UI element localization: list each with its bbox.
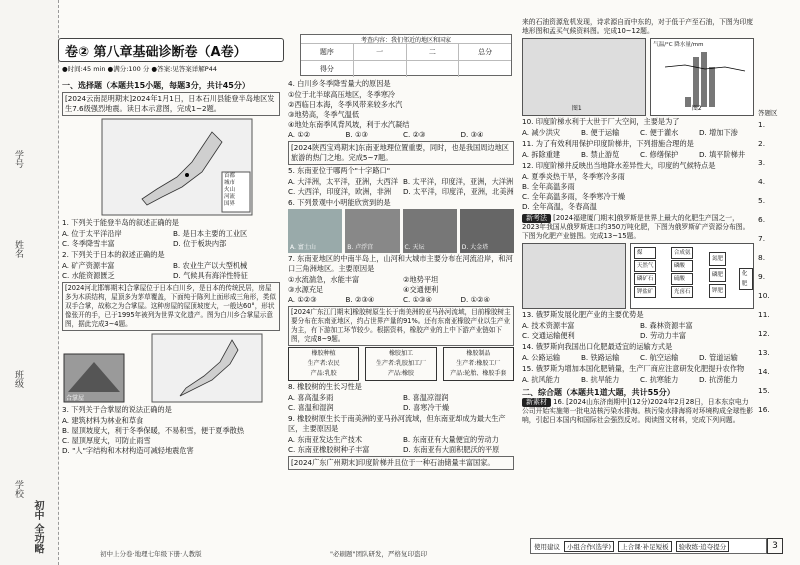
q5-options — [288, 177, 514, 187]
score-cell — [353, 61, 406, 77]
question-7: 7. 东南亚地区的中南半岛上，山河和大城市主要分布在河流沿岸，和河口三角洲地区。主要原因是 — [288, 254, 513, 273]
climate-title: 气温/°C 降水量/mm — [653, 42, 704, 48]
chain-raw — [634, 247, 657, 298]
q8-option-c[interactable]: C. 喜温和湿润 — [288, 403, 334, 412]
q11-option-b[interactable]: B. 禁止游览 — [581, 150, 620, 159]
q7-option-c[interactable]: C. ①③④ — [403, 295, 432, 304]
legend-city: 城市 — [224, 180, 236, 186]
rubber-chain — [288, 347, 514, 381]
answer-slot[interactable]: 1. — [758, 120, 766, 129]
answer-slot[interactable]: 13. — [758, 348, 770, 357]
q14-option-c[interactable]: C. 航空运输 — [640, 353, 679, 362]
q7-statement-3: ③水源充足 — [288, 285, 324, 294]
name-label: 姓名 — [13, 240, 23, 258]
answer-slot[interactable]: 8. — [758, 253, 766, 262]
q15-option-d[interactable]: D. 抗涝能力 — [699, 375, 738, 384]
q6-image-b[interactable] — [345, 209, 399, 253]
q6-caption-b: B. 卢浮宫 — [347, 244, 374, 251]
binding-margin — [0, 0, 59, 565]
q14-option-b[interactable]: B. 铁路运输 — [581, 353, 620, 362]
q4-choices — [288, 130, 514, 140]
q2-option-b[interactable]: B. 农业生产以大型机械 — [173, 261, 248, 270]
answer-area-title: 答题区 — [758, 109, 778, 117]
q13-options — [522, 321, 754, 331]
page-title: 卷② 第八章基础诊断卷（A卷） — [58, 38, 284, 62]
new-material-tag: 新素材 — [522, 398, 551, 407]
motto: 考查内容：我们邻近的地区和国家 — [360, 36, 451, 44]
q4-statement-2: ②西临日本海，冬季风带来较多水汽 — [288, 100, 403, 109]
q7-statement-1: ①水流湍急，水能丰富 — [288, 275, 360, 284]
answer-slot[interactable]: 6. — [758, 215, 766, 224]
q10-option-a[interactable]: A. 减少洪灾 — [522, 128, 561, 137]
q8-options-row2 — [288, 403, 514, 413]
student-number-label: 学号 — [13, 150, 23, 168]
table-header-two: 二 — [406, 44, 459, 60]
q1-option-b[interactable]: B. 是日本主要的工业区 — [173, 229, 248, 238]
q4-option-d[interactable]: D. ③④ — [460, 130, 484, 139]
map-legend — [224, 173, 235, 208]
fertilizer-chain — [630, 243, 754, 309]
q7-statement-2: ②地势平坦 — [403, 275, 439, 284]
japan-map-area — [62, 117, 280, 217]
column-right — [522, 18, 754, 425]
q2-option-c[interactable]: C. 水能资源匮乏 — [62, 271, 115, 280]
question-2: 2. 下列关于日本的叙述正确的是 — [62, 250, 165, 259]
q7-option-d[interactable]: D. ①②④ — [460, 295, 490, 304]
footer-left: 初中上分卷·地理七年级下册·人教版 — [100, 550, 202, 558]
fig1-caption: 图1 — [571, 105, 582, 112]
chain-sulfuric: 硫酸 — [671, 273, 694, 285]
column-middle — [288, 78, 514, 471]
chain-gas: 天然气 — [634, 260, 657, 272]
question-10: 10. 印度阶梯水利于大世于厂大空间，主要是为了 — [522, 117, 680, 126]
q11-option-a[interactable]: A. 拆除重建 — [522, 150, 561, 159]
q3-option-d[interactable]: D. "人"字结构和木材构造可减轻地震危害 — [62, 446, 194, 455]
climate-chart — [650, 38, 754, 116]
answer-slot[interactable]: 5. — [758, 196, 766, 205]
q2-option-d[interactable]: D. 气候具有海洋性特征 — [173, 271, 248, 280]
question-3: 3. 下列关于合掌屋的说法正确的是 — [62, 405, 172, 414]
q6-image-c[interactable] — [403, 209, 457, 253]
intro-q10-12-cont: 来的石油资源危机发现，诗求源自而中东的，对于低于产至石油，下图为印度地形图和孟买气候资料图。完成10~12题。 — [522, 18, 754, 35]
chain-carnallite: 光卤石 — [671, 286, 694, 298]
answer-slot[interactable]: 3. — [758, 158, 766, 167]
usage-item-2: 上合课·补足短板 — [618, 541, 672, 552]
intro-q10-12: [2024广东广州期末]印度阶梯并且位于一种石油储量丰富国家。 — [288, 456, 514, 470]
q4-option-c[interactable]: C. ②③ — [403, 130, 426, 139]
q6-caption-a: A. 富士山 — [290, 244, 316, 251]
q12-option-b[interactable]: B. 全年高温多雨 — [522, 182, 575, 191]
chain-potassium: 钾肥 — [709, 284, 726, 298]
question-15: 15. 俄罗斯为增加本国化肥销量，生产厂商应注意研发化肥提升农作物 — [522, 364, 745, 373]
q8-option-a[interactable]: A. 喜高温多雨 — [288, 393, 334, 402]
exam-meta: ●时间:45 min ●满分:100 分 ●答案:见答案详解P44 — [62, 65, 217, 73]
chain-mid — [671, 247, 694, 298]
q7-statements-row2 — [288, 285, 514, 295]
column-left — [62, 78, 280, 456]
brand-logo-text: 初中 全功略 — [32, 500, 43, 554]
answer-slot[interactable]: 11. — [758, 310, 770, 319]
chain-downstream: 橡胶制品 生产者:橡胶工厂 产品:轮胎、橡胶手套 — [443, 347, 514, 381]
score-cell — [458, 61, 511, 77]
q7-option-a[interactable]: A. ①②③ — [288, 295, 317, 304]
answer-slot[interactable]: 4. — [758, 177, 766, 186]
q14-option-d[interactable]: D. 管道运输 — [699, 353, 738, 362]
answer-slot[interactable]: 7. — [758, 234, 766, 243]
answer-slot[interactable]: 16. — [758, 405, 770, 414]
legend-volcano: 火山 — [224, 187, 236, 193]
japan-map — [62, 117, 280, 217]
q14-option-a[interactable]: A. 公路运输 — [522, 353, 561, 362]
russia-map — [522, 243, 626, 309]
climate-bars — [655, 47, 755, 117]
india-map — [522, 38, 646, 116]
q3-option-c[interactable]: C. 屋顶厚度大，可防止雨雪 — [62, 436, 151, 445]
q12-option-c[interactable]: C. 全年高温多雨，冬季寒冷干燥 — [522, 192, 626, 201]
answer-slot[interactable]: 2. — [758, 139, 766, 148]
japan-map-2-area — [62, 332, 280, 404]
q4-statement-4: ④地处东南季风背风坡，利于水汽凝结 — [288, 120, 410, 129]
question-16: 16. [2024山东济南期中](12分)2024年2月28日，日本东京电力公司开始实施第一批电站核污染水排海。核污染水排海将对环境构成全球性影响，引起日本国内和国际社会强烈反对。阅读图文材料，完成下列问题。 — [522, 398, 754, 424]
q15-option-b[interactable]: B. 抗旱能力 — [581, 375, 620, 384]
intro-q5-7: [2024陕西宝鸡期末]东南亚地理位置重要，同时，也是我国周边地区旅游的热门之地。完成5~7题。 — [288, 141, 514, 165]
q10-option-d[interactable]: D. 增加下渗 — [699, 128, 738, 137]
q11-option-c[interactable]: C. 修缮保护 — [640, 150, 679, 159]
q7-statement-4: ④交通便利 — [403, 285, 439, 294]
intro-q3-4: [2024河北邯郸期末]合掌屋位于日本白川乡，是日本的传统民居，房屋多为木质结构，屋顶多为茅草覆盖，下面纯于陈列上面形成三角形，类似双手合掌，故称之为合掌屋。这种房屋的屋顶坡度大，一般达60°，形状像张开的手，已于1995年被列为世界文化遗产。图为白川乡合掌屋示意图，据此完成3~4题。 — [62, 282, 280, 331]
score-cell — [406, 61, 459, 77]
usage-item-3: 验收练·追夺提分 — [676, 541, 730, 552]
table-header-order: 题序 — [319, 48, 334, 56]
q10-options — [522, 128, 754, 138]
q1-option-d[interactable]: D. 位于板块内部 — [173, 239, 227, 248]
q4-statement-3: ③地势高，冬季气温低 — [288, 110, 360, 119]
q7-choices — [288, 295, 514, 305]
section2-title: 二、综合题（本题共1道大题，共计55分） — [522, 388, 675, 397]
question-11: 11. 为了有效利用保护印度阶梯井，下列措施合理的是 — [522, 139, 694, 148]
question-9: 9. 橡胶树原生长于南美洲的亚马孙河流域，但东南亚却成为最大生产区，主要原因是 — [288, 414, 506, 433]
chain-phosphoric: 磷酸 — [671, 260, 694, 272]
question-8: 8. 橡胶树的生长习性是 — [288, 382, 362, 391]
chain-potash: 钾盐矿 — [634, 286, 657, 298]
question-14: 14. 俄罗斯向我国出口化肥最适宜的运输方式是 — [522, 342, 673, 351]
intro-q1-2: [2024云南昆明期末]2024年1月1日，日本石川县能登半岛地区发生7.6级强烈地震。读日本示意图，完成1~2题。 — [62, 92, 280, 116]
q10-option-c[interactable]: C. 便于灌水 — [640, 128, 679, 137]
answer-slot[interactable]: 10. — [758, 291, 770, 300]
class-label: 班级 — [13, 370, 23, 388]
section1-title: 一、选择题（本题共15小题，每题3分，共计45分） — [62, 81, 250, 90]
q11-option-d[interactable]: D. 填平阶梯井 — [699, 150, 746, 159]
q8-option-d[interactable]: D. 喜寒冷干燥 — [403, 403, 450, 412]
q4-option-a[interactable]: A. ①② — [288, 130, 311, 139]
legend-border: 国界 — [224, 201, 236, 207]
usage-label: 使用建议 — [534, 542, 560, 551]
page-number: 3 — [767, 538, 783, 554]
q1-option-a[interactable]: A. 位于太平洋沿岸 — [62, 229, 122, 238]
q7-option-b[interactable]: B. ②③④ — [345, 295, 375, 304]
q5-option-d[interactable]: D. 太平洋，印度洋，亚洲，北美洲 — [403, 187, 514, 196]
intro-q8-9: [2024广东江门期末]橡胶树原生长于南美洲的亚马孙河流域，目前橡胶树主要分布在东南亚地区，约占世界产量的91%。还有东南亚橡胶产业以生产业为主，有下游加工环节较少。根据资料，橡胶产业的上中下游产业链如下图，完成8~9题。 — [288, 306, 514, 346]
q12-option-a[interactable]: A. 夏季炎热干旱，冬季寒冷多雨 — [522, 172, 625, 181]
question-12: 12. 印度阶梯井反映出当地降水差异性大，印度的气候特点是 — [522, 161, 716, 170]
q13-option-a[interactable]: A. 技术资源丰富 — [522, 321, 575, 330]
japan-map-2 — [62, 332, 280, 404]
q13-option-d[interactable]: D. 劳动力丰富 — [640, 331, 687, 340]
chain-phosphorus: 磷肥 — [709, 268, 726, 282]
school-label: 学校 — [13, 480, 23, 498]
q9-options — [288, 435, 514, 445]
answer-slot[interactable]: 9. — [758, 272, 766, 281]
q4-statement-1: ①位于北半球高压地区，冬季寒冷 — [288, 90, 396, 99]
q13-option-c[interactable]: C. 交通运输便利 — [522, 331, 575, 340]
q13-option-b[interactable]: B. 森林资源丰富 — [640, 321, 693, 330]
intro-q13-15 — [522, 214, 754, 241]
question-5: 5. 东南亚位于哪两个"十字路口" — [288, 166, 391, 175]
q6-caption-c: C. 天坛 — [404, 244, 425, 251]
q7-statements — [288, 275, 514, 285]
question-1: 1. 下列关于能登半岛的叙述正确的是 — [62, 218, 179, 227]
q9-option-d[interactable]: D. 东南亚有大面积肥沃的平原 — [403, 445, 500, 454]
q6-images — [288, 209, 514, 253]
chain-coal: 煤 — [634, 247, 657, 259]
chain-products — [709, 252, 726, 298]
chain-midstream: 橡胶加工 生产者:乳胶加工厂 产品:橡胶 — [365, 347, 436, 381]
q11-options — [522, 150, 754, 160]
answer-slot[interactable]: 15. — [758, 386, 770, 395]
new-method-tag: 新考法 — [522, 214, 551, 223]
fig2-caption: 图2 — [691, 105, 702, 112]
q8-option-b[interactable]: B. 喜温凉湿润 — [403, 393, 449, 402]
chain-nitrogen: 氮肥 — [709, 252, 726, 266]
score-label: 得分 — [319, 65, 334, 73]
q1-option-c[interactable]: C. 冬季降雪丰富 — [62, 239, 115, 248]
q5-option-b[interactable]: B. 太平洋，印度洋，亚洲，大洋洲 — [403, 177, 514, 186]
q5-option-c[interactable]: C. 大西洋，印度洋，欧洲，非洲 — [288, 187, 392, 196]
q6-image-d[interactable] — [460, 209, 514, 253]
q15-option-a[interactable]: A. 抗风能力 — [522, 375, 561, 384]
question-4: 4. 白川乡冬季降雪量大的原因是 — [288, 79, 391, 88]
q9-options-row2 — [288, 445, 514, 455]
q9-option-c[interactable]: C. 东南亚橡胶树种子丰富 — [288, 445, 370, 454]
answer-slot[interactable]: 12. — [758, 329, 770, 338]
chain-phosphate: 磷矿石 — [634, 273, 657, 285]
q12-option-d[interactable]: D. 全年高温，冬春高温 — [522, 202, 597, 211]
gassho-caption: 合掌屋 — [66, 395, 85, 402]
q6-image-a[interactable] — [288, 209, 342, 253]
question-6: 6. 下列景观中小明能欣赏到的是 — [288, 198, 391, 207]
footer-center: "必刷题"团队研发，严格复印盗印 — [330, 550, 427, 558]
chain-upstream: 橡胶种植 生产者:农民 产品:乳胶 — [288, 347, 359, 381]
russia-figures — [522, 243, 754, 309]
q14-options — [522, 353, 754, 363]
q5-options-row2 — [288, 187, 514, 197]
q4-option-b[interactable]: B. ①③ — [345, 130, 368, 139]
q10-option-b[interactable]: B. 便于运输 — [581, 128, 620, 137]
question-16-block — [522, 398, 754, 425]
intro-q13-15-text: [2024福建厦门期末]俄罗斯是世界上最大的化肥生产国之一，2023年我国从俄罗斯进口约350万吨化肥，下图为俄罗斯矿产资源分布图。下图为化肥产业链图。完成13~15题。 — [522, 214, 750, 240]
legend-river: 河流 — [224, 194, 236, 200]
q8-options — [288, 393, 514, 403]
india-figures — [522, 38, 754, 116]
score-table — [300, 34, 512, 76]
q5-option-a[interactable]: A. 大洋洲，太平洋，亚洲，大西洋 — [288, 177, 398, 186]
q9-option-b[interactable]: B. 东南亚有大量便宜的劳动力 — [403, 435, 499, 444]
q1-options-row2 — [62, 239, 280, 249]
q6-caption-d: D. 大金塔 — [461, 244, 489, 251]
q9-option-a[interactable]: A. 东南亚发达生产技术 — [288, 435, 363, 444]
chain-fertilizer: 化肥 — [739, 268, 753, 290]
q13-options-row2 — [522, 331, 754, 341]
q2-options-row2 — [62, 271, 280, 281]
table-header-total: 总分 — [458, 44, 511, 60]
q3-option-a[interactable]: A. 建筑材料为林业和草食 — [62, 416, 144, 425]
q3-option-b[interactable]: B. 屋顶坡度大，利于冬季保暖，不易积雪，便于夏季散热 — [62, 426, 245, 435]
answer-slot[interactable]: 14. — [758, 367, 770, 376]
q15-options — [522, 375, 754, 385]
table-header-one: 一 — [353, 44, 406, 60]
q2-option-a[interactable]: A. 矿产资源丰富 — [62, 261, 115, 270]
chain-ammonia: 合成氨 — [671, 247, 694, 259]
answer-area — [758, 108, 794, 438]
usage-bar — [530, 538, 767, 554]
usage-item-1: 小组合作(选学) — [564, 541, 614, 552]
q2-options — [62, 261, 280, 271]
legend-capital: 首都 — [224, 173, 236, 179]
q1-options — [62, 229, 280, 239]
q15-option-c[interactable]: C. 抗寒能力 — [640, 375, 679, 384]
question-13: 13. 俄罗斯发展化肥产业的主要优势是 — [522, 310, 644, 319]
